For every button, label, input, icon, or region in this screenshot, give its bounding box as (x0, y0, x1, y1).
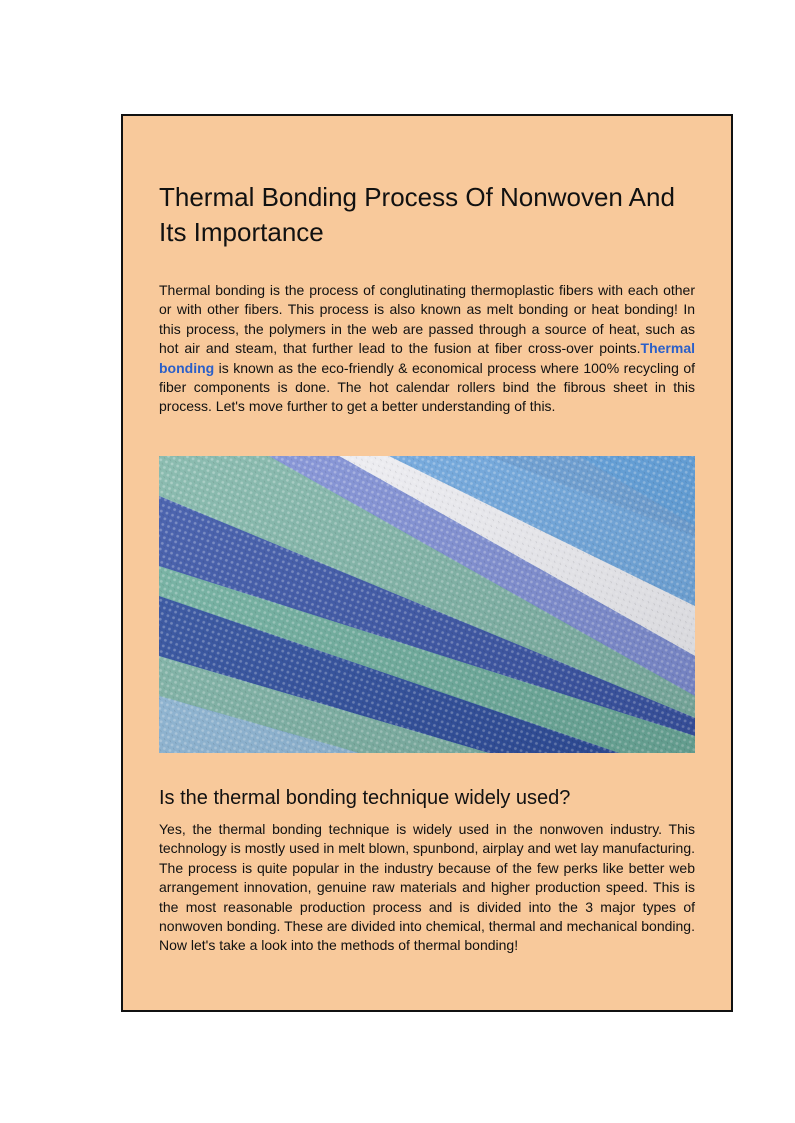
intro-text-before-link: Thermal bonding is the process of conglutinating thermoplastic fibers with each other or with other fibers. This process is also known as melt bonding or heat bonding! In this process, the polymers in the web are passed through a source of heat, such as hot air and steam, that further lead to the fusion at fiber cross-over points. (159, 282, 695, 357)
thermal-bonding-link[interactable]: Thermal bonding (159, 340, 695, 376)
intro-text-after-link: is known as the eco-friendly & economical process where 100% recycling of fiber components is done. The hot calendar rollers bind the fibrous sheet in this process. Let's move further to get a better understanding of this. (159, 359, 695, 415)
section-paragraph: Yes, the thermal bonding technique is widely used in the nonwoven industry. This technology is mostly used in melt blown, spunbond, airplay and wet lay manufacturing. The process is quite popular in the industry because of the few perks like better web arrangement innovation, genuine raw materials and higher production speed. This is the most reasonable production process and is divided into the 3 major types of nonwoven bonding. These are divided into chemical, thermal and mechanical bonding. Now let's take a look into the methods of thermal bonding! (159, 821, 695, 954)
page-title: Thermal Bonding Process Of Nonwoven And Its Importance (159, 182, 675, 247)
section-heading: Is the thermal bonding technique widely used? (159, 787, 571, 809)
article-panel (121, 114, 733, 1012)
intro-paragraph (159, 281, 695, 417)
nonwoven-fabric-image (159, 456, 695, 753)
